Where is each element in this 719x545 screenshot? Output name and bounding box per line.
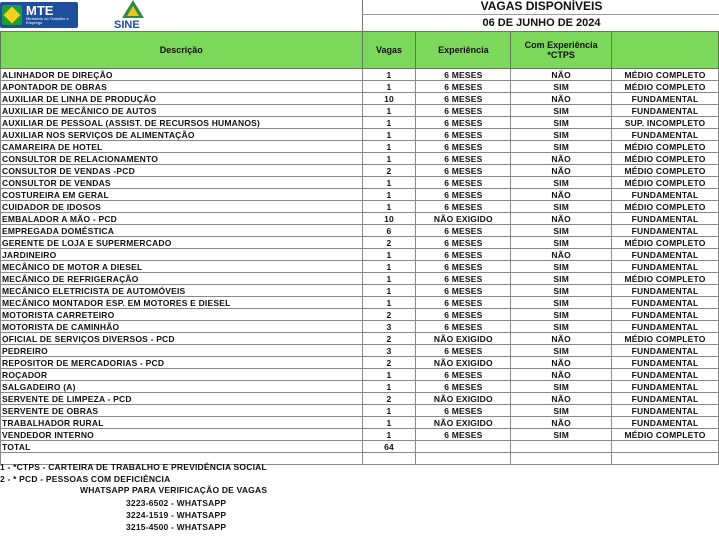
table-row — [1, 81, 719, 93]
vacancies-cell: 1 — [362, 249, 416, 261]
experience-cell: NÃO EXIGIDO — [416, 213, 511, 225]
description-cell: ALINHADOR DE DIREÇÃO — [1, 69, 363, 81]
table-row — [1, 69, 719, 81]
experience-cell: 6 MESES — [416, 381, 511, 393]
experience-cell: 6 MESES — [416, 129, 511, 141]
vacancies-cell: 1 — [362, 69, 416, 81]
vacancies-cell: 10 — [362, 93, 416, 105]
education-cell: SUP. INCOMPLETO — [612, 117, 719, 129]
description-cell: SERVENTE DE OBRAS — [1, 405, 363, 417]
description-cell: MOTORISTA DE CAMINHÃO — [1, 321, 363, 333]
ctps-cell: NÃO — [511, 393, 612, 405]
footnote-ctps: 1 - *CTPS - CARTEIRA DE TRABALHO E PREVIDÊNCIA SOCIAL — [0, 462, 267, 472]
vacancies-cell: 1 — [362, 177, 416, 189]
table-row — [1, 93, 719, 105]
experience-cell: 6 MESES — [416, 177, 511, 189]
experience-cell: 6 MESES — [416, 297, 511, 309]
table-row — [1, 405, 719, 417]
description-cell: OFICIAL DE SERVIÇOS DIVERSOS - PCD — [1, 333, 363, 345]
table-row — [1, 237, 719, 249]
table-row — [1, 381, 719, 393]
table-row — [1, 309, 719, 321]
phone-3: 3215-4500 - WHATSAPP — [126, 522, 227, 532]
description-cell: APONTADOR DE OBRAS — [1, 81, 363, 93]
table-row — [1, 297, 719, 309]
footnote-pcd: 2 - * PCD - PESSOAS COM DEFICIÊNCIA — [0, 473, 171, 484]
column-header-description: Descrição — [1, 32, 363, 69]
vacancies-cell: 1 — [362, 429, 416, 441]
education-cell: FUNDAMENTAL — [612, 297, 719, 309]
header-logos — [0, 0, 362, 32]
experience-cell: NÃO EXIGIDO — [416, 357, 511, 369]
description-cell: AUXILIAR DE LINHA DE PRODUÇÃO — [1, 93, 363, 105]
page-date: 06 DE JUNHO DE 2024 — [362, 14, 719, 32]
table-row — [1, 153, 719, 165]
table-row — [1, 333, 719, 345]
vacancies-cell: 2 — [362, 165, 416, 177]
education-cell: FUNDAMENTAL — [612, 309, 719, 321]
table-row — [1, 273, 719, 285]
experience-cell: 6 MESES — [416, 321, 511, 333]
table-row — [1, 189, 719, 201]
vacancies-cell: 2 — [362, 393, 416, 405]
vacancies-cell: 1 — [362, 261, 416, 273]
description-cell: CONSULTOR DE RELACIONAMENTO — [1, 153, 363, 165]
education-cell: MÉDIO COMPLETO — [612, 237, 719, 249]
table-row — [1, 141, 719, 153]
ctps-cell: SIM — [511, 129, 612, 141]
table-row — [1, 165, 719, 177]
brazil-flag-icon — [2, 5, 22, 25]
description-cell: EMPREGADA DOMÉSTICA — [1, 225, 363, 237]
column-header-vacancies: Vagas — [362, 32, 416, 69]
whatsapp-title: WHATSAPP PARA VERIFICAÇÃO DE VAGAS — [80, 485, 268, 495]
ctps-cell: SIM — [511, 309, 612, 321]
description-cell: EMBALADOR A MÃO - PCD — [1, 213, 363, 225]
experience-cell: 6 MESES — [416, 105, 511, 117]
experience-cell: 6 MESES — [416, 153, 511, 165]
experience-cell: NÃO EXIGIDO — [416, 393, 511, 405]
education-cell: FUNDAMENTAL — [612, 369, 719, 381]
education-cell: MÉDIO COMPLETO — [612, 153, 719, 165]
education-cell: FUNDAMENTAL — [612, 405, 719, 417]
table-row — [1, 225, 719, 237]
description-cell: MECÂNICO DE REFRIGERAÇÃO — [1, 273, 363, 285]
education-cell: FUNDAMENTAL — [612, 381, 719, 393]
experience-cell: 6 MESES — [416, 249, 511, 261]
experience-cell: 6 MESES — [416, 237, 511, 249]
education-cell: FUNDAMENTAL — [612, 393, 719, 405]
ctps-cell: NÃO — [511, 69, 612, 81]
mte-logo — [0, 2, 78, 28]
description-cell: ROÇADOR — [1, 369, 363, 381]
experience-cell: 6 MESES — [416, 285, 511, 297]
experience-cell: 6 MESES — [416, 225, 511, 237]
phone-1: 3223-6502 - WHATSAPP — [126, 498, 227, 508]
education-cell: FUNDAMENTAL — [612, 417, 719, 429]
table-row — [1, 429, 719, 441]
education-cell: FUNDAMENTAL — [612, 93, 719, 105]
ctps-cell: SIM — [511, 141, 612, 153]
vacancies-cell: 1 — [362, 369, 416, 381]
table-row — [1, 117, 719, 129]
total-label: TOTAL — [1, 441, 363, 453]
ctps-cell: SIM — [511, 405, 612, 417]
ctps-cell: SIM — [511, 81, 612, 93]
description-cell: REPOSITOR DE MERCADORIAS - PCD — [1, 357, 363, 369]
table-row — [1, 201, 719, 213]
table-row — [1, 213, 719, 225]
ctps-cell: NÃO — [511, 165, 612, 177]
mte-logo-subtitle: Ministério do Trabalho e Emprego — [26, 16, 69, 25]
vacancies-cell: 1 — [362, 381, 416, 393]
ctps-cell: NÃO — [511, 213, 612, 225]
vacancies-cell: 1 — [362, 189, 416, 201]
table-header-row — [1, 32, 719, 69]
vacancies-cell: 1 — [362, 405, 416, 417]
ctps-cell: SIM — [511, 297, 612, 309]
experience-cell: 6 MESES — [416, 405, 511, 417]
page-title: VAGAS DISPONÍVEIS — [362, 0, 719, 14]
education-cell: MÉDIO COMPLETO — [612, 333, 719, 345]
vacancies-cell: 2 — [362, 309, 416, 321]
vacancies-cell: 2 — [362, 237, 416, 249]
ctps-cell: SIM — [511, 117, 612, 129]
ctps-cell: NÃO — [511, 369, 612, 381]
vacancies-cell: 1 — [362, 105, 416, 117]
education-cell: FUNDAMENTAL — [612, 129, 719, 141]
education-cell: MÉDIO COMPLETO — [612, 69, 719, 81]
experience-cell: 6 MESES — [416, 93, 511, 105]
table-row — [1, 105, 719, 117]
empty-cell — [416, 453, 511, 465]
education-cell: MÉDIO COMPLETO — [612, 177, 719, 189]
ctps-cell: SIM — [511, 321, 612, 333]
education-cell: FUNDAMENTAL — [612, 321, 719, 333]
experience-cell: 6 MESES — [416, 189, 511, 201]
table-row — [1, 177, 719, 189]
sine-logo-text: SINE — [114, 19, 140, 31]
table-row — [1, 261, 719, 273]
table-row — [1, 393, 719, 405]
education-cell: MÉDIO COMPLETO — [612, 201, 719, 213]
description-cell: AUXILIAR NOS SERVIÇOS DE ALIMENTAÇÃO — [1, 129, 363, 141]
empty-cell — [511, 441, 612, 453]
description-cell: MECÂNICO ELETRICISTA DE AUTOMÓVEIS — [1, 285, 363, 297]
vacancies-cell: 1 — [362, 129, 416, 141]
table-row — [1, 357, 719, 369]
experience-cell: 6 MESES — [416, 309, 511, 321]
vacancies-cell: 2 — [362, 357, 416, 369]
vacancies-cell: 2 — [362, 333, 416, 345]
sine-logo — [114, 0, 150, 32]
column-header-education — [612, 32, 719, 69]
description-cell: PEDREIRO — [1, 345, 363, 357]
education-cell: FUNDAMENTAL — [612, 285, 719, 297]
description-cell: COSTUREIRA EM GERAL — [1, 189, 363, 201]
education-cell: MÉDIO COMPLETO — [612, 273, 719, 285]
vacancies-cell: 6 — [362, 225, 416, 237]
education-cell: FUNDAMENTAL — [612, 249, 719, 261]
table-row — [1, 285, 719, 297]
table-body — [1, 69, 719, 465]
table-row — [1, 417, 719, 429]
vacancies-cell: 1 — [362, 285, 416, 297]
vacancies-cell: 1 — [362, 153, 416, 165]
vacancies-cell: 1 — [362, 117, 416, 129]
education-cell: MÉDIO COMPLETO — [612, 81, 719, 93]
experience-cell: 6 MESES — [416, 165, 511, 177]
ctps-cell: SIM — [511, 201, 612, 213]
ctps-cell: NÃO — [511, 417, 612, 429]
description-cell: AUXILIAR DE PESSOAL (ASSIST. DE RECURSOS HUMANOS) — [1, 117, 363, 129]
empty-cell — [612, 453, 719, 465]
experience-cell: 6 MESES — [416, 81, 511, 93]
table-row — [1, 369, 719, 381]
description-cell: AUXILIAR DE MECÂNICO DE AUTOS — [1, 105, 363, 117]
education-cell: MÉDIO COMPLETO — [612, 165, 719, 177]
vacancies-cell: 1 — [362, 141, 416, 153]
education-cell: FUNDAMENTAL — [612, 189, 719, 201]
empty-cell — [511, 453, 612, 465]
vacancies-cell: 1 — [362, 81, 416, 93]
ctps-cell: NÃO — [511, 93, 612, 105]
phone-2: 3224-1519 - WHATSAPP — [126, 510, 227, 520]
education-cell: FUNDAMENTAL — [612, 213, 719, 225]
experience-cell: 6 MESES — [416, 261, 511, 273]
experience-cell: NÃO EXIGIDO — [416, 417, 511, 429]
ctps-cell: NÃO — [511, 189, 612, 201]
ctps-cell: SIM — [511, 285, 612, 297]
description-cell: CONSULTOR DE VENDAS — [1, 177, 363, 189]
vacancies-cell: 3 — [362, 321, 416, 333]
experience-cell: NÃO EXIGIDO — [416, 333, 511, 345]
description-cell: TRABALHADOR RURAL — [1, 417, 363, 429]
ctps-cell: SIM — [511, 177, 612, 189]
description-cell: VENDEDOR INTERNO — [1, 429, 363, 441]
experience-cell: 6 MESES — [416, 429, 511, 441]
experience-cell: 6 MESES — [416, 141, 511, 153]
experience-cell: 6 MESES — [416, 117, 511, 129]
description-cell: MOTORISTA CARRETEIRO — [1, 309, 363, 321]
total-value: 64 — [362, 441, 416, 453]
vacancies-cell: 10 — [362, 213, 416, 225]
ctps-cell: SIM — [511, 345, 612, 357]
empty-cell — [416, 441, 511, 453]
experience-cell: 6 MESES — [416, 369, 511, 381]
table-row — [1, 321, 719, 333]
description-cell: SALGADEIRO (A) — [1, 381, 363, 393]
ctps-cell: NÃO — [511, 249, 612, 261]
description-cell: MECÂNICO MONTADOR ESP. EM MOTORES E DIESEL — [1, 297, 363, 309]
mte-logo-text: MTE — [26, 3, 54, 18]
description-cell: MECÂNICO DE MOTOR A DIESEL — [1, 261, 363, 273]
ctps-cell: SIM — [511, 237, 612, 249]
experience-cell: 6 MESES — [416, 69, 511, 81]
experience-cell: 6 MESES — [416, 273, 511, 285]
column-header-ctps-experience: Com Experiência *CTPS — [511, 32, 612, 69]
vacancies-cell: 1 — [362, 201, 416, 213]
experience-cell: 6 MESES — [416, 345, 511, 357]
ctps-cell: SIM — [511, 261, 612, 273]
ctps-cell: SIM — [511, 225, 612, 237]
ctps-cell: NÃO — [511, 153, 612, 165]
table-row — [1, 249, 719, 261]
vacancies-cell: 3 — [362, 345, 416, 357]
description-cell: JARDINEIRO — [1, 249, 363, 261]
ctps-cell: SIM — [511, 105, 612, 117]
education-cell: MÉDIO COMPLETO — [612, 141, 719, 153]
empty-cell — [612, 441, 719, 453]
education-cell: FUNDAMENTAL — [612, 357, 719, 369]
ctps-cell: SIM — [511, 429, 612, 441]
empty-cell — [362, 453, 416, 465]
table-row — [1, 129, 719, 141]
ctps-cell: NÃO — [511, 357, 612, 369]
description-cell: CUIDADOR DE IDOSOS — [1, 201, 363, 213]
description-cell: CAMAREIRA DE HOTEL — [1, 141, 363, 153]
experience-cell: 6 MESES — [416, 201, 511, 213]
vacancies-cell: 1 — [362, 297, 416, 309]
education-cell: FUNDAMENTAL — [612, 105, 719, 117]
total-row — [1, 441, 719, 453]
education-cell: FUNDAMENTAL — [612, 345, 719, 357]
education-cell: FUNDAMENTAL — [612, 261, 719, 273]
description-cell: GERENTE DE LOJA E SUPERMERCADO — [1, 237, 363, 249]
ctps-cell: SIM — [511, 273, 612, 285]
table-row — [1, 345, 719, 357]
education-cell: MÉDIO COMPLETO — [612, 429, 719, 441]
description-cell: CONSULTOR DE VENDAS -PCD — [1, 165, 363, 177]
ctps-cell: NÃO — [511, 333, 612, 345]
vacancies-cell: 1 — [362, 273, 416, 285]
ctps-cell: SIM — [511, 381, 612, 393]
column-header-experience: Experiência — [416, 32, 511, 69]
vacancies-cell: 1 — [362, 417, 416, 429]
vacancies-table — [0, 31, 719, 465]
education-cell: FUNDAMENTAL — [612, 225, 719, 237]
description-cell: SERVENTE DE LIMPEZA - PCD — [1, 393, 363, 405]
